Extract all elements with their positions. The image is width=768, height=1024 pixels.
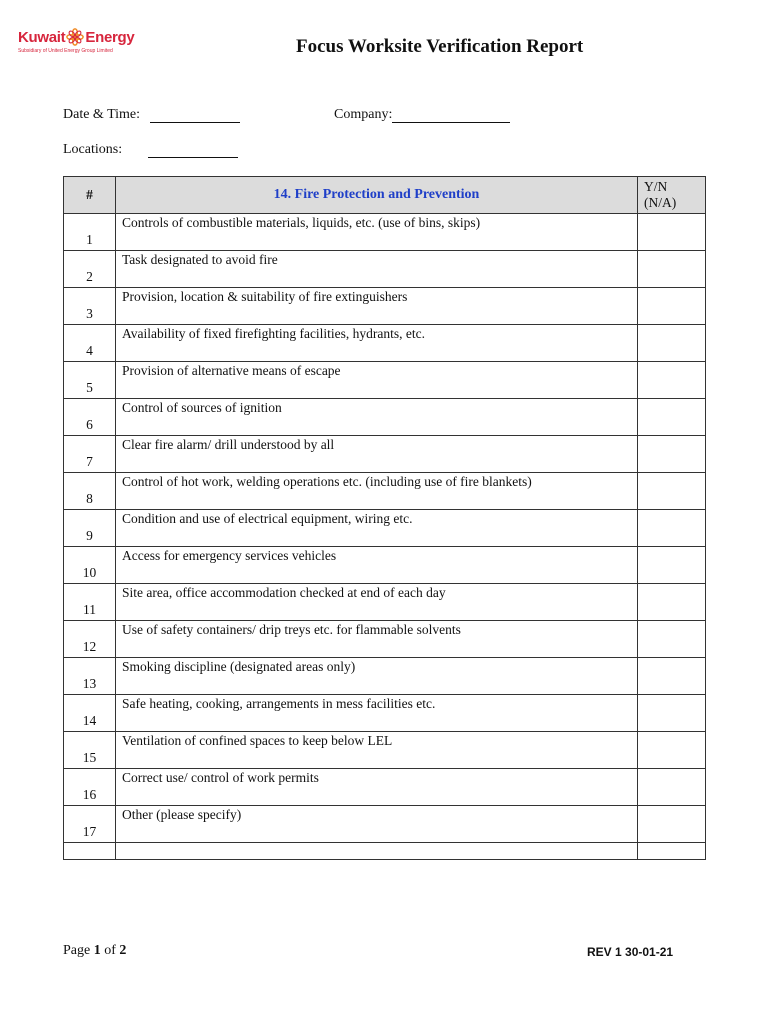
table-row [64,473,706,510]
row-description: Provision, location & suitability of fire extinguishers [116,288,638,325]
row-description: Smoking discipline (designated areas only) [116,658,638,695]
row-description: Ventilation of confined spaces to keep below LEL [116,732,638,769]
logo-subtitle: Subsidiary of United Energy Group Limited [18,48,113,54]
row-number: 2 [64,251,116,288]
row-description: Use of safety containers/ drip treys etc. for flammable solvents [116,621,638,658]
logo-brand-right: Energy [85,28,135,46]
row-number: 4 [64,325,116,362]
row-description: Safe heating, cooking, arrangements in mess facilities etc. [116,695,638,732]
header-yn-line1: Y/N [644,179,668,194]
locations-label: Locations: [63,142,123,157]
row-yn-cell[interactable] [638,658,706,695]
table-row [64,769,706,806]
row-yn-cell[interactable] [638,251,706,288]
row-number: 12 [64,621,116,658]
blank-cell[interactable] [64,843,116,860]
page-word: Page [63,943,91,958]
page-number [63,943,126,959]
locations-blank[interactable] [148,143,238,158]
locations-field [63,142,238,158]
header-yn-line2: (N/A) [644,195,677,210]
row-number: 14 [64,695,116,732]
table-row [64,547,706,584]
row-number: 11 [64,584,116,621]
row-description: Control of hot work, welding operations etc. (including use of fire blankets) [116,473,638,510]
row-number: 17 [64,806,116,843]
row-yn-cell[interactable] [638,584,706,621]
table-row [64,288,706,325]
row-number: 1 [64,214,116,251]
table-row [64,214,706,251]
row-description: Task designated to avoid fire [116,251,638,288]
row-number: 10 [64,547,116,584]
row-number: 5 [64,362,116,399]
company-label: Company: [334,107,393,122]
row-description: Availability of fixed firefighting facilities, hydrants, etc. [116,325,638,362]
page-total: 2 [119,943,127,958]
flower-icon [66,28,84,46]
row-yn-cell[interactable] [638,214,706,251]
header-yn [638,177,706,214]
row-number: 15 [64,732,116,769]
checklist-table [63,176,706,860]
row-number: 16 [64,769,116,806]
revision-label: REV 1 30-01-21 [587,945,674,959]
row-description: Clear fire alarm/ drill understood by all [116,436,638,473]
row-description: Control of sources of ignition [116,399,638,436]
table-row [64,621,706,658]
row-yn-cell[interactable] [638,769,706,806]
page-current: 1 [93,943,101,958]
table-row [64,325,706,362]
table-row [64,584,706,621]
table-row [64,362,706,399]
row-yn-cell[interactable] [638,436,706,473]
row-yn-cell[interactable] [638,732,706,769]
header-number: # [64,177,116,214]
table-row [64,695,706,732]
row-yn-cell[interactable] [638,325,706,362]
row-description: Provision of alternative means of escape [116,362,638,399]
table-body [64,214,706,860]
row-yn-cell[interactable] [638,399,706,436]
row-number: 8 [64,473,116,510]
row-yn-cell[interactable] [638,547,706,584]
table-row [64,399,706,436]
table-row [64,251,706,288]
row-yn-cell[interactable] [638,806,706,843]
row-yn-cell[interactable] [638,288,706,325]
row-number: 13 [64,658,116,695]
header-topic: 14. Fire Protection and Prevention [116,177,638,214]
row-number: 9 [64,510,116,547]
row-number: 6 [64,399,116,436]
blank-cell[interactable] [116,843,638,860]
logo-brand-left: Kuwait [18,28,66,46]
date-time-label: Date & Time: [63,107,141,122]
table-header-row [64,177,706,214]
row-yn-cell[interactable] [638,362,706,399]
table-row [64,806,706,843]
table-row-blank [64,843,706,860]
date-time-blank[interactable] [150,108,240,123]
table-row [64,658,706,695]
row-yn-cell[interactable] [638,510,706,547]
row-description: Other (please specify) [116,806,638,843]
row-description: Correct use/ control of work permits [116,769,638,806]
row-number: 3 [64,288,116,325]
table-row [64,732,706,769]
date-time-field [63,107,240,123]
page-of: of [104,943,116,958]
company-blank[interactable] [392,108,510,123]
table-row [64,436,706,473]
blank-cell[interactable] [638,843,706,860]
row-number: 7 [64,436,116,473]
table-row [64,510,706,547]
company-logo [18,28,148,68]
row-description: Controls of combustible materials, liquids, etc. (use of bins, skips) [116,214,638,251]
page-title: Focus Worksite Verification Report [296,36,584,57]
row-yn-cell[interactable] [638,695,706,732]
row-description: Condition and use of electrical equipment, wiring etc. [116,510,638,547]
row-description: Site area, office accommodation checked at end of each day [116,584,638,621]
row-yn-cell[interactable] [638,473,706,510]
company-field [334,107,510,123]
row-yn-cell[interactable] [638,621,706,658]
row-description: Access for emergency services vehicles [116,547,638,584]
